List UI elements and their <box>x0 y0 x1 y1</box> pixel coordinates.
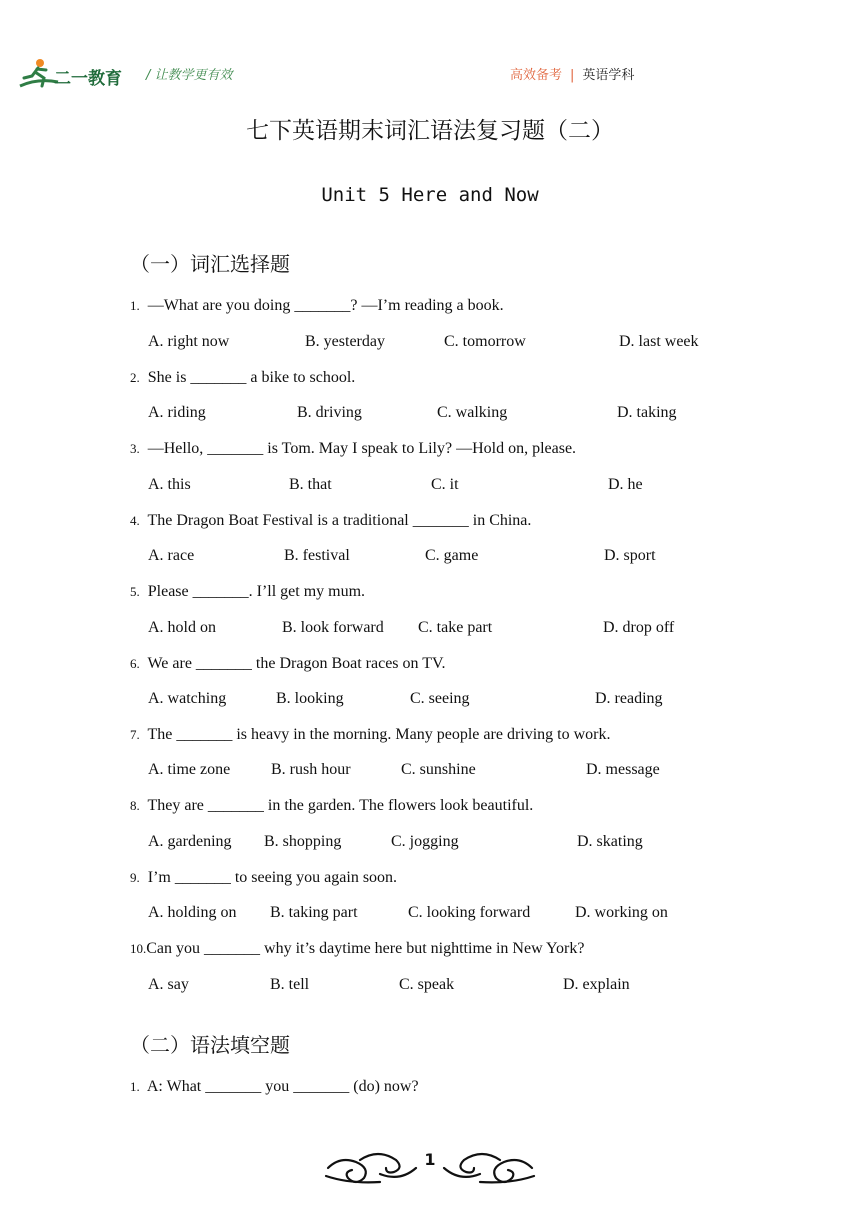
question-text: Please _______. I’ll get my mum. <box>147 583 366 600</box>
option-d: D. sport <box>604 547 656 564</box>
question-number: 7. <box>130 727 140 742</box>
question-text: They are _______ in the garden. The flowers look beautiful. <box>147 797 534 814</box>
option-a: A. watching <box>148 690 227 707</box>
question-text: A: What _______ you _______ (do) now? <box>146 1078 419 1095</box>
question-text: I’m _______ to seeing you again soon. <box>147 869 398 886</box>
page-header <box>0 0 860 100</box>
question-text: We are _______ the Dragon Boat races on TV. <box>147 655 446 672</box>
option-c: C. game <box>425 547 479 564</box>
question-text: The Dragon Boat Festival is a traditional _______ in China. <box>147 512 532 529</box>
option-c: C. looking forward <box>408 904 531 921</box>
header-highlight: 高效备考 <box>510 68 563 83</box>
option-c: C. sunshine <box>401 761 476 778</box>
option-a: A. hold on <box>148 619 216 636</box>
option-c: C. seeing <box>410 690 470 707</box>
option-d: D. explain <box>563 976 630 993</box>
header-subject: 英语学科 <box>582 68 635 83</box>
option-b: B. look forward <box>282 619 384 636</box>
header-separator: | <box>570 68 575 83</box>
question-8 <box>130 797 533 815</box>
question-1 <box>130 297 504 315</box>
option-a: A. say <box>148 976 189 993</box>
option-d: D. he <box>608 476 643 493</box>
question-number: 6. <box>130 656 140 671</box>
option-c: C. take part <box>418 619 493 636</box>
page-number: 1 <box>424 1150 436 1169</box>
question-number: 3. <box>130 441 140 456</box>
question-7 <box>130 726 610 744</box>
question-text: Can you _______ why it’s daytime here but nighttime in New York? <box>146 940 585 957</box>
question-number: 1. <box>130 1079 140 1094</box>
option-b: B. rush hour <box>271 761 351 778</box>
question-3 <box>130 440 576 458</box>
question-number: 4. <box>130 513 140 528</box>
question-text: —Hello, _______ is Tom. May I speak to Lily? —Hold on, please. <box>147 440 577 457</box>
question-text: —What are you doing _______? —I’m reading a book. <box>147 297 504 314</box>
question-4 <box>130 512 531 530</box>
question-9 <box>130 869 397 887</box>
question-number: 9. <box>130 870 140 885</box>
header-right <box>510 64 634 83</box>
grammar-question-1 <box>130 1078 419 1096</box>
unit-title: Unit 5 Here and Now <box>321 184 539 206</box>
question-6 <box>130 655 446 673</box>
question-number: 10. <box>130 941 147 956</box>
section2-heading: （二）语法填空题 <box>130 1033 290 1057</box>
option-b: B. looking <box>276 690 344 707</box>
option-b: B. driving <box>297 404 362 421</box>
question-number: 8. <box>130 798 140 813</box>
option-a: A. right now <box>148 333 230 350</box>
option-d: D. skating <box>577 833 643 850</box>
option-d: D. taking <box>617 404 677 421</box>
option-b: B. yesterday <box>305 333 385 350</box>
header-slogan: / 让教学更有效 <box>146 68 233 83</box>
option-d: D. message <box>586 761 660 778</box>
document-title: 七下英语期末词汇语法复习题（二） <box>246 118 614 144</box>
option-c: C. it <box>431 476 459 493</box>
option-b: B. that <box>289 476 332 493</box>
option-b: B. festival <box>284 547 350 564</box>
option-c: C. walking <box>437 404 508 421</box>
option-d: D. drop off <box>603 619 675 636</box>
section1-heading: （一）词汇选择题 <box>130 252 290 276</box>
option-c: C. tomorrow <box>444 333 526 350</box>
option-a: A. time zone <box>148 761 231 778</box>
option-b: B. shopping <box>264 833 342 850</box>
option-c: C. jogging <box>391 833 459 850</box>
option-a: A. riding <box>148 404 206 421</box>
option-d: D. last week <box>619 333 699 350</box>
option-a: A. holding on <box>148 904 237 921</box>
option-b: B. tell <box>270 976 310 993</box>
question-text: The _______ is heavy in the morning. Many people are driving to work. <box>147 726 611 743</box>
option-a: A. race <box>148 547 195 564</box>
question-2 <box>130 369 355 387</box>
question-number: 2. <box>130 370 140 385</box>
question-number: 5. <box>130 584 140 599</box>
option-a: A. this <box>148 476 191 493</box>
question-number: 1. <box>130 298 140 313</box>
question-text: She is _______ a bike to school. <box>147 369 356 386</box>
option-a: A. gardening <box>148 833 232 850</box>
question-10 <box>130 940 584 958</box>
option-d: D. working on <box>575 904 668 921</box>
option-c: C. speak <box>399 976 455 993</box>
question-5 <box>130 583 365 601</box>
option-b: B. taking part <box>270 904 358 921</box>
logo-text: 二一教育 <box>54 69 122 89</box>
option-d: D. reading <box>595 690 663 707</box>
